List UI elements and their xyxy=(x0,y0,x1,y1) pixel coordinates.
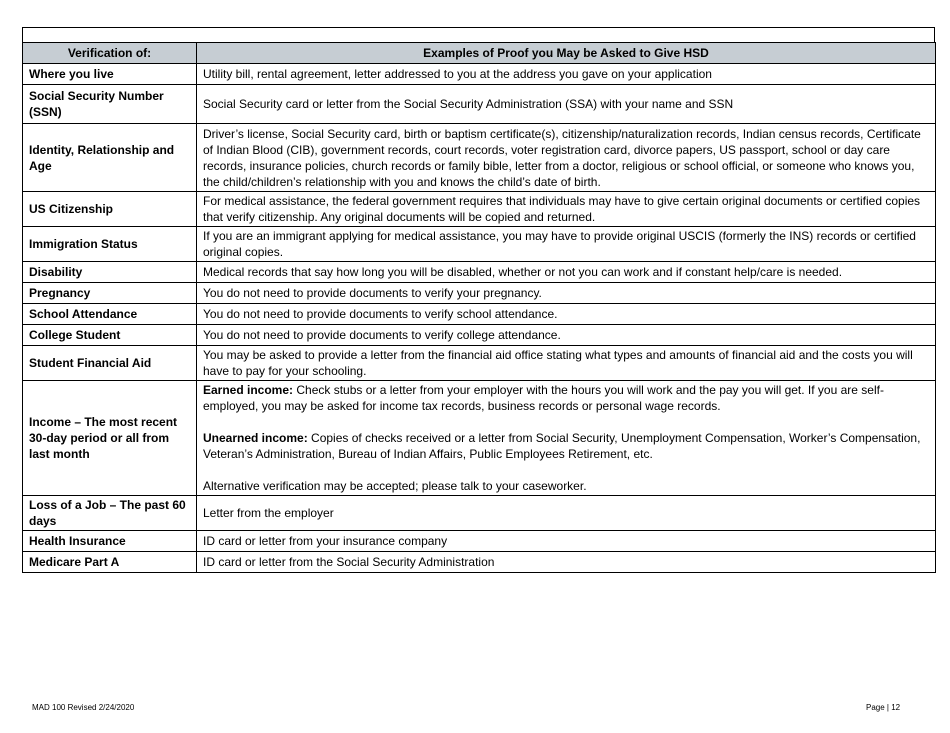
table-row xyxy=(23,304,936,325)
row-label-where-you-live: Where you live xyxy=(23,64,197,85)
row-label-health-insurance: Health Insurance xyxy=(23,531,197,552)
row-text-identity: Driver’s license, Social Security card, birth or baptism certificate(s), citizenship/naturalization records, Indian census records, Certificate of Indian Blood (CIB), government records, court records, voter registration card, divorce papers, US passport, school or day care records, insurance policies, church records or family bible, letter from a doctor, religious or school official, or someone who knows you, the child/children’s relationship with you and knows the child’s date of birth. xyxy=(197,124,936,192)
footer-form-id: MAD 100 Revised 2/24/2020 xyxy=(32,703,135,712)
table-row xyxy=(23,85,936,124)
row-text-disability: Medical records that say how long you will be disabled, whether or not you can work and if constant help/care is needed. xyxy=(197,262,936,283)
row-label-medicare: Medicare Part A xyxy=(23,552,197,573)
row-text-school-attendance: You do not need to provide documents to verify school attendance. xyxy=(197,304,936,325)
table-header-row xyxy=(23,43,936,64)
proof-table-frame xyxy=(22,27,935,573)
proof-table xyxy=(22,42,936,573)
row-text-health-insurance: ID card or letter from your insurance company xyxy=(197,531,936,552)
table-row xyxy=(23,124,936,192)
row-label-pregnancy: Pregnancy xyxy=(23,283,197,304)
row-label-school-attendance: School Attendance xyxy=(23,304,197,325)
row-label-immigration: Immigration Status xyxy=(23,227,197,262)
unearned-income-paragraph xyxy=(203,430,929,462)
row-text-ssn: Social Security card or letter from the Social Security Administration (SSA) with your name and SSN xyxy=(197,85,936,124)
row-label-income: Income – The most recent 30-day period or all from last month xyxy=(23,381,197,496)
earned-income-text: Check stubs or a letter from your employer with the hours you will work and the pay you will get. If you are self-employed, you may be asked for income tax records, business records or personal wage records. xyxy=(203,383,884,413)
footer-page-number: Page | 12 xyxy=(866,703,901,712)
table-row xyxy=(23,496,936,531)
row-text-financial-aid: You may be asked to provide a letter from the financial aid office stating what types and amounts of financial aid and the costs you will have to pay for your schooling. xyxy=(197,346,936,381)
table-row xyxy=(23,192,936,227)
row-label-identity: Identity, Relationship and Age xyxy=(23,124,197,192)
row-text-job-loss: Letter from the employer xyxy=(197,496,936,531)
alternative-verification-text: Alternative verification may be accepted; please talk to your caseworker. xyxy=(203,479,587,493)
table-row xyxy=(23,262,936,283)
table-row xyxy=(23,531,936,552)
table-row xyxy=(23,64,936,85)
row-label-ssn: Social Security Number (SSN) xyxy=(23,85,197,124)
table-row xyxy=(23,346,936,381)
table-top-band xyxy=(22,27,935,42)
row-text-income xyxy=(197,381,936,496)
table-row xyxy=(23,283,936,304)
row-text-medicare: ID card or letter from the Social Security Administration xyxy=(197,552,936,573)
unearned-income-label: Unearned income: xyxy=(203,431,308,445)
row-label-disability: Disability xyxy=(23,262,197,283)
earned-income-label: Earned income: xyxy=(203,383,294,397)
unearned-income-text: Copies of checks received or a letter from Social Security, Unemployment Compensation, Worker’s Compensation, Veteran’s Administration, Bureau of Indian Affairs, Public Employees Retirement, etc. xyxy=(203,431,921,461)
row-text-us-citizenship: For medical assistance, the federal government requires that individuals may have to give certain original documents or certified copies that verify citizenship. Any original documents will be copied and returned. xyxy=(197,192,936,227)
row-text-pregnancy: You do not need to provide documents to verify your pregnancy. xyxy=(197,283,936,304)
earned-income-paragraph xyxy=(203,382,929,414)
table-row xyxy=(23,227,936,262)
table-row xyxy=(23,325,936,346)
row-label-college-student: College Student xyxy=(23,325,197,346)
row-label-us-citizenship: US Citizenship xyxy=(23,192,197,227)
header-examples-of-proof: Examples of Proof you May be Asked to Give HSD xyxy=(197,43,936,64)
row-label-job-loss: Loss of a Job – The past 60 days xyxy=(23,496,197,531)
row-label-financial-aid: Student Financial Aid xyxy=(23,346,197,381)
row-text-college-student: You do not need to provide documents to verify college attendance. xyxy=(197,325,936,346)
row-text-immigration: If you are an immigrant applying for medical assistance, you may have to provide original USCIS (formerly the INS) records or certified original copies. xyxy=(197,227,936,262)
table-row xyxy=(23,552,936,573)
table-row xyxy=(23,381,936,496)
header-verification-of: Verification of: xyxy=(23,43,197,64)
row-text-where-you-live: Utility bill, rental agreement, letter addressed to you at the address you gave on your application xyxy=(197,64,936,85)
